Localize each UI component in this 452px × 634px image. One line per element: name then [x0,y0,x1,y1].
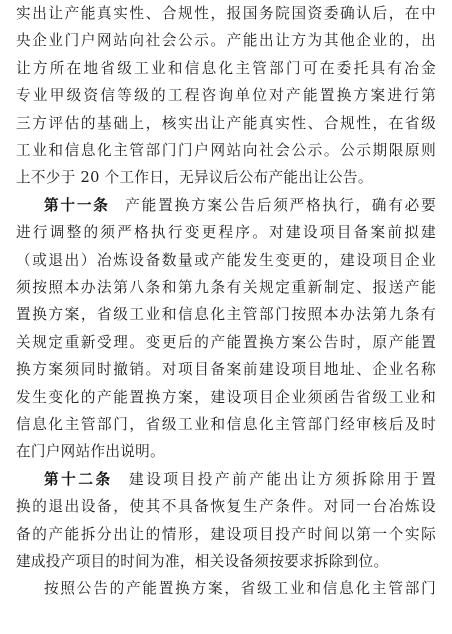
article-11-first-line [44,194,436,218]
article-12-line-1: 建设项目投产前产能出让方须拆除用于置 [126,470,437,488]
article-11-line-9: 信息化主管部门，省级工业和信息化主管部门经审核后及时 [16,416,436,433]
article-11-line-5: 置换方案，省级工业和信息化主管部门按照本办法第九条有 [16,306,436,324]
article-12-first-line [44,468,436,492]
article-11-line-4: 须按照本办法第八条和第九条有关规定重新制定、报送产能 [16,279,436,296]
article-11-line-3: （或退出）冶炼设备数量或产能发生变更的，建设项目企业 [16,251,436,269]
paragraph-1-line-6: 工业和信息化主管部门门户网站向社会公示。公示期限原则 [16,142,436,159]
article-12-heading: 第十二条 [44,470,113,488]
article-11-heading: 第十一条 [44,196,110,214]
article-11-line-7: 换方案须同时撤销。对项目备案前建设项目地址、企业名称 [16,361,436,379]
paragraph-1-line-5: 三方评估的基础上，核实出让产能真实性、合规性，在省级 [16,114,436,132]
paragraph-1-line-2: 央企业门户网站向社会公示。产能出让方为其他企业的，出 [16,32,436,50]
paragraph-1-line-1: 实出让产能真实性、合规性，报国务院国资委确认后，在中 [16,5,436,22]
article-12-line-3: 备的产能拆分出让的情形，建设项目投产时间以第一个实际 [16,525,436,543]
paragraph-1-line-3: 让方所在地省级工业和信息化主管部门可在委托具有冶金 [16,59,436,77]
article-11-line-2: 进行调整的须严格执行变更程序。对建设项目备案前拟建 [16,224,436,242]
article-11-line-1: 产能置换方案公告后须严格执行，确有必要 [123,196,437,214]
article-12-line-4: 建成投产项目的时间为准，相关设备须按要求拆除到位。 [16,553,389,570]
paragraph-1-line-4: 专业甲级资信等级的工程咨询单位对产能置换方案进行第 [16,87,436,105]
article-11-line-10: 在门户网站作出说明。 [16,443,165,461]
article-11-line-8: 发生变化的产能置换方案，建设项目企业须函告省级工业和 [16,388,436,406]
paragraph-4-line-1: 按照公告的产能置换方案，省级工业和信息化主管部门 [44,580,436,598]
paragraph-1-line-7: 上不少于 20 个工作日，无异议后公布产能出让公告。 [16,169,373,187]
article-11-line-6: 关规定重新受理。变更后的产能置换方案公告时，原产能置 [16,333,436,351]
article-12-line-2: 换的退出设备，使其不具备恢复生产条件。对同一台冶炼设 [16,498,436,516]
